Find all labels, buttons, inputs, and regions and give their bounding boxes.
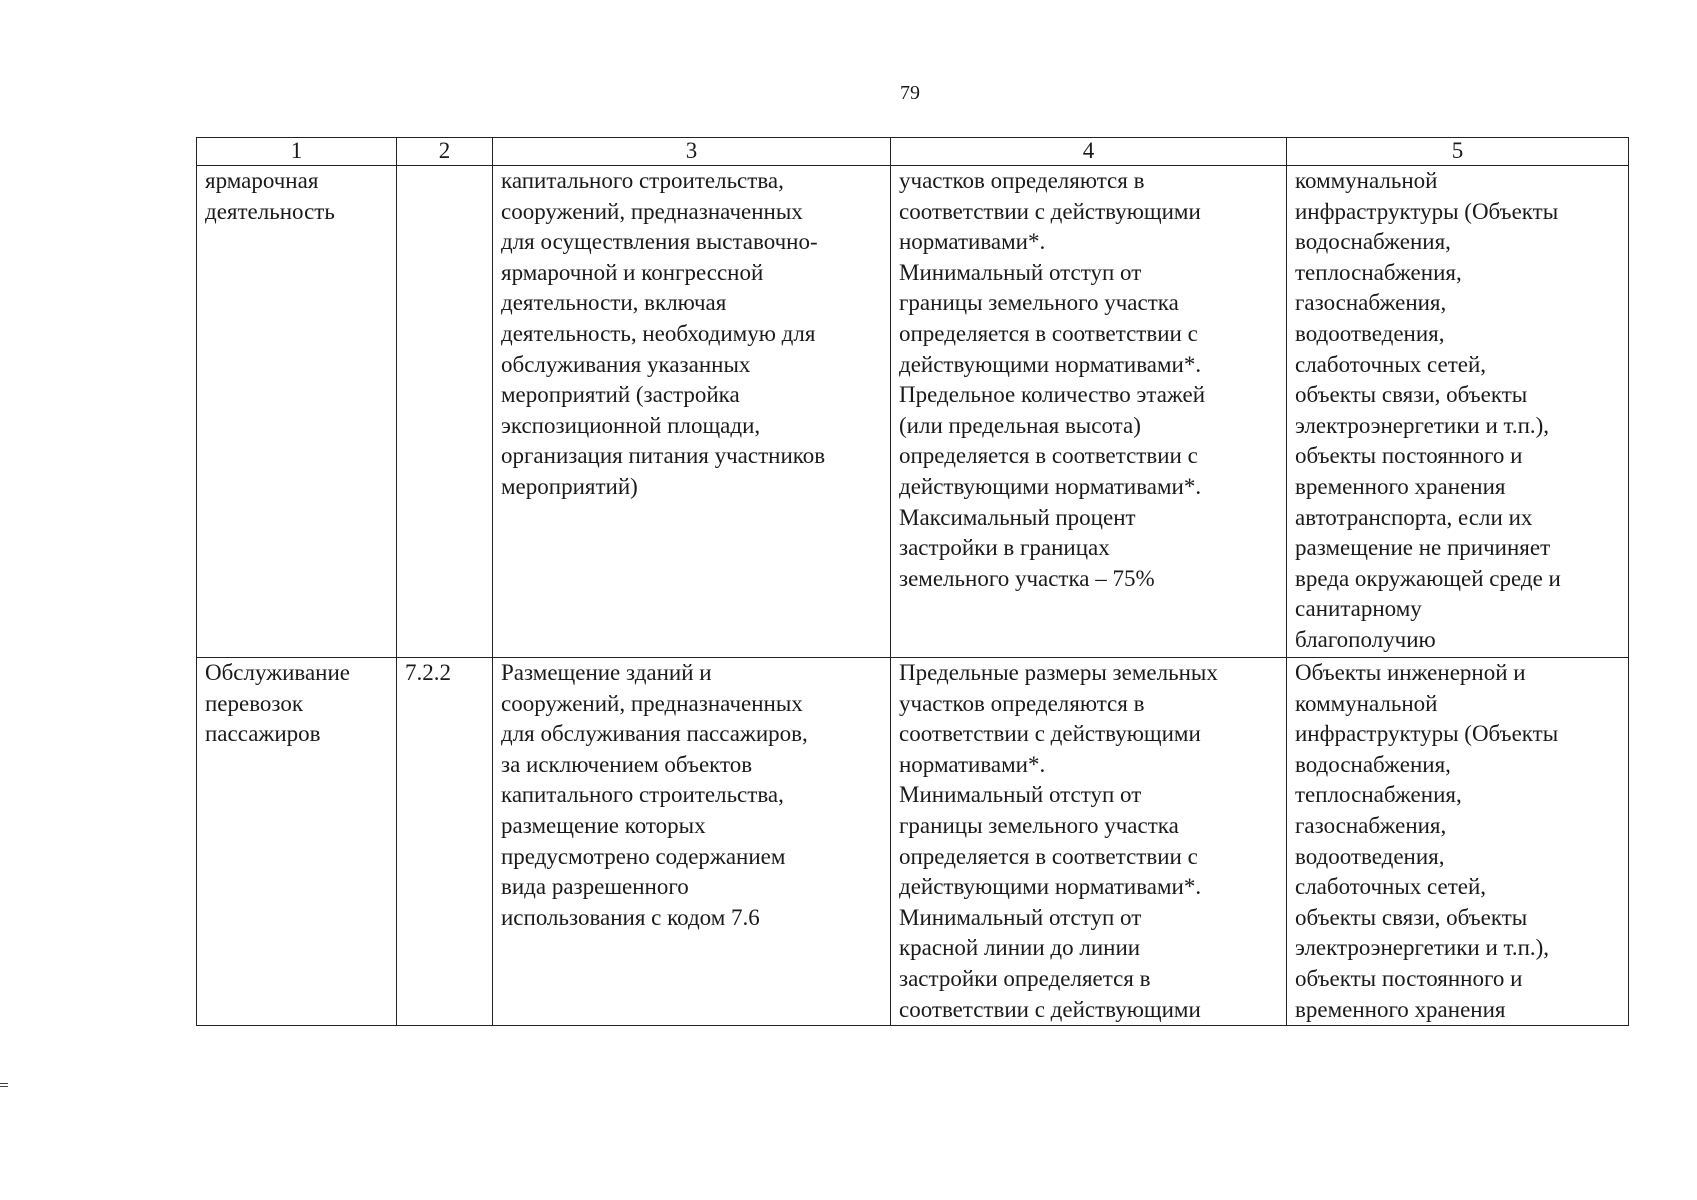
auxiliary-uses-cell xyxy=(1287,166,1629,658)
limit-parameters-cell xyxy=(891,166,1287,658)
column-header-5: 5 xyxy=(1287,138,1629,166)
land-use-code-cell xyxy=(397,166,493,658)
column-header-2: 2 xyxy=(397,138,493,166)
auxiliary-uses: коммунальной инфраструктуры (Объекты водоснабжения, теплоснабжения, газоснабжения, водоотведения, слаботочных сетей, объекты связи, объекты электроэнергетики и т.п.), объекты постоянного и временного хранения автотранспорта, если их размещение не причиняет вреда окружающей среде и санитарному благополучию xyxy=(1295,168,1561,652)
land-use-description-cell xyxy=(493,166,891,658)
land-use-description: Размещение зданий и сооружений, предназначенных для обслуживания пассажиров, за исключением объектов капитального строительства, размещение которых предусмотрено содержанием вида разрешенного использования с кодом 7.6 xyxy=(501,660,808,930)
column-header-4: 4 xyxy=(891,138,1287,166)
regulations-table xyxy=(196,137,1629,1026)
table-row xyxy=(197,658,1629,1026)
auxiliary-uses: Объекты инженерной и коммунальной инфраструктуры (Объекты водоснабжения, теплоснабжения, газоснабжения, водоотведения, слаботочных сетей, объекты связи, объекты электроэнергетики и т.п.), объекты постоянного и временного хранения xyxy=(1295,660,1559,1022)
table-row xyxy=(197,166,1629,658)
land-use-name-cell xyxy=(197,658,397,1026)
land-use-description-cell xyxy=(493,658,891,1026)
limit-parameters: участков определяются в соответствии с действующими нормативами*. Минимальный отступ от границы земельного участка определяется в соответствии с действующими нормативами*. Предельное количество этажей (или предельная высота) определяется в соответствии с действующими нормативами*. Максимальный процент застройки в границах земельного участка – 75% xyxy=(899,168,1206,591)
limit-parameters-cell xyxy=(891,658,1287,1026)
scan-margin-mark xyxy=(0,1083,8,1087)
header-row xyxy=(197,138,1629,166)
limit-parameters: Предельные размеры земельных участков определяются в соответствии с действующими нормативами*. Минимальный отступ от границы земельного участка определяется в соответствии с действующими нормативами*. Минимальный отступ от красной линии до линии застройки определяется в соответствии с действующими xyxy=(899,660,1218,1022)
land-use-code: 7.2.2 xyxy=(405,660,451,685)
land-use-code-cell xyxy=(397,658,493,1026)
column-header-1: 1 xyxy=(197,138,397,166)
land-use-name-cell xyxy=(197,166,397,658)
land-use-description: капитального строительства, сооружений, предназначенных для осуществления выставочно- ярмарочной и конгрессной деятельности, включая деятельность, необходимую для обслуживания указанных мероприятий (застройка экспозиционной площади, организация питания участников мероприятий) xyxy=(501,168,826,499)
land-use-name: Обслуживание перевозок пассажиров xyxy=(205,660,350,747)
land-use-name: ярмарочная деятельность xyxy=(205,168,335,224)
page-number: 79 xyxy=(900,82,920,104)
auxiliary-uses-cell xyxy=(1287,658,1629,1026)
column-header-3: 3 xyxy=(493,138,891,166)
